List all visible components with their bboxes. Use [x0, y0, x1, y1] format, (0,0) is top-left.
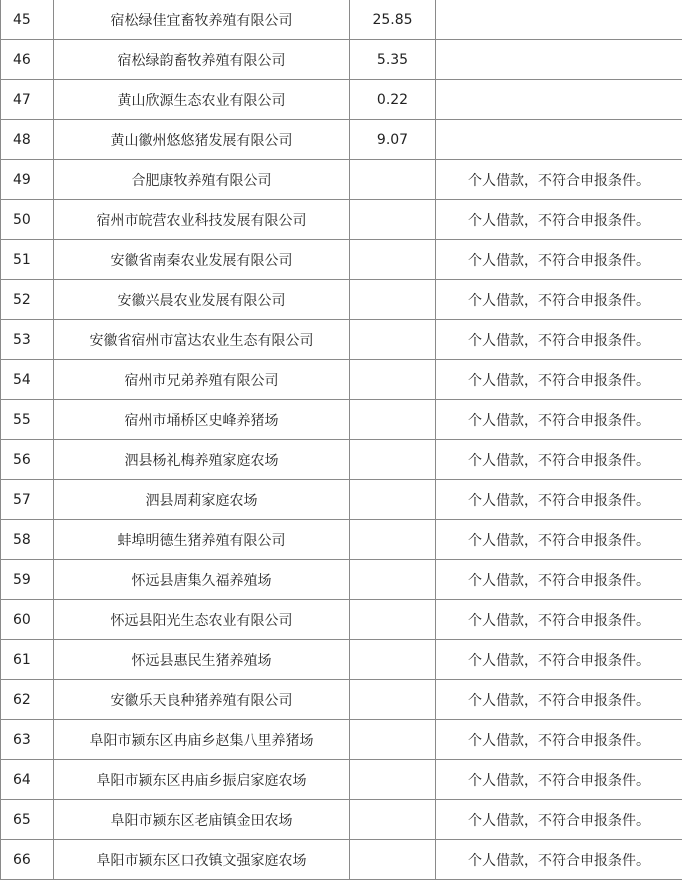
company-name-cell: 怀远县唐集久福养殖场: [54, 560, 350, 600]
table-row: [1, 440, 682, 480]
row-number-cell: 65: [1, 800, 54, 840]
row-number-cell: 51: [1, 240, 54, 280]
company-name-cell: 泗县周莉家庭农场: [54, 480, 350, 520]
company-name-cell: 宿州市兄弟养殖有限公司: [54, 360, 350, 400]
table-row: [1, 160, 682, 200]
amount-cell: 25.85: [350, 0, 436, 40]
row-number-cell: 57: [1, 480, 54, 520]
table-row: [1, 600, 682, 640]
remark-cell: 个人借款，不符合申报条件。: [436, 680, 682, 720]
remark-cell: 个人借款，不符合申报条件。: [436, 840, 682, 880]
company-name-cell: 合肥康牧养殖有限公司: [54, 160, 350, 200]
remark-cell: 个人借款，不符合申报条件。: [436, 760, 682, 800]
table-row: [1, 680, 682, 720]
company-name-cell: 宿州市皖营农业科技发展有限公司: [54, 200, 350, 240]
amount-cell: [350, 600, 436, 640]
table-row: [1, 560, 682, 600]
remark-cell: 个人借款，不符合申报条件。: [436, 320, 682, 360]
table-row: [1, 640, 682, 680]
remark-cell: 个人借款，不符合申报条件。: [436, 240, 682, 280]
table-row: [1, 120, 682, 160]
amount-cell: [350, 360, 436, 400]
row-number-cell: 64: [1, 760, 54, 800]
remark-cell: [436, 80, 682, 120]
amount-cell: [350, 320, 436, 360]
row-number-cell: 53: [1, 320, 54, 360]
row-number-cell: 46: [1, 40, 54, 80]
amount-cell: [350, 800, 436, 840]
row-number-cell: 61: [1, 640, 54, 680]
company-name-cell: 阜阳市颍东区口孜镇文强家庭农场: [54, 840, 350, 880]
remark-cell: 个人借款，不符合申报条件。: [436, 280, 682, 320]
amount-cell: [350, 440, 436, 480]
amount-cell: [350, 160, 436, 200]
amount-cell: [350, 560, 436, 600]
amount-cell: [350, 240, 436, 280]
row-number-cell: 60: [1, 600, 54, 640]
table-row: [1, 720, 682, 760]
company-name-cell: 怀远县惠民生猪养殖场: [54, 640, 350, 680]
remark-cell: [436, 40, 682, 80]
row-number-cell: 48: [1, 120, 54, 160]
table-row: [1, 0, 682, 40]
table-row: [1, 800, 682, 840]
remark-cell: 个人借款，不符合申报条件。: [436, 560, 682, 600]
remark-cell: 个人借款，不符合申报条件。: [436, 200, 682, 240]
row-number-cell: 54: [1, 360, 54, 400]
row-number-cell: 58: [1, 520, 54, 560]
amount-cell: [350, 280, 436, 320]
company-name-cell: 安徽省南秦农业发展有限公司: [54, 240, 350, 280]
amount-cell: [350, 480, 436, 520]
amount-cell: [350, 640, 436, 680]
company-name-cell: 怀远县阳光生态农业有限公司: [54, 600, 350, 640]
table-row: [1, 360, 682, 400]
table-row: [1, 520, 682, 560]
row-number-cell: 52: [1, 280, 54, 320]
row-number-cell: 55: [1, 400, 54, 440]
remark-cell: 个人借款，不符合申报条件。: [436, 360, 682, 400]
amount-cell: [350, 200, 436, 240]
company-name-cell: 安徽省宿州市富达农业生态有限公司: [54, 320, 350, 360]
row-number-cell: 45: [1, 0, 54, 40]
remark-cell: 个人借款，不符合申报条件。: [436, 400, 682, 440]
row-number-cell: 62: [1, 680, 54, 720]
remark-cell: 个人借款，不符合申报条件。: [436, 600, 682, 640]
company-name-cell: 安徽乐天良种猪养殖有限公司: [54, 680, 350, 720]
table-row: [1, 840, 682, 880]
remark-cell: 个人借款，不符合申报条件。: [436, 640, 682, 680]
company-name-cell: 安徽兴晨农业发展有限公司: [54, 280, 350, 320]
table-row: [1, 760, 682, 800]
remark-cell: 个人借款，不符合申报条件。: [436, 160, 682, 200]
table-row: [1, 40, 682, 80]
company-name-cell: 黄山徽州悠悠猪发展有限公司: [54, 120, 350, 160]
company-name-cell: 阜阳市颍东区老庙镇金田农场: [54, 800, 350, 840]
remark-cell: 个人借款，不符合申报条件。: [436, 440, 682, 480]
table-row: [1, 80, 682, 120]
amount-cell: [350, 720, 436, 760]
remark-cell: [436, 0, 682, 40]
amount-cell: [350, 840, 436, 880]
row-number-cell: 66: [1, 840, 54, 880]
amount-cell: [350, 680, 436, 720]
remark-cell: 个人借款，不符合申报条件。: [436, 720, 682, 760]
row-number-cell: 50: [1, 200, 54, 240]
row-number-cell: 49: [1, 160, 54, 200]
company-name-cell: 蚌埠明德生猪养殖有限公司: [54, 520, 350, 560]
table-row: [1, 320, 682, 360]
amount-cell: 9.07: [350, 120, 436, 160]
company-name-cell: 泗县杨礼梅养殖家庭农场: [54, 440, 350, 480]
amount-cell: [350, 400, 436, 440]
table-row: [1, 240, 682, 280]
amount-cell: 0.22: [350, 80, 436, 120]
company-name-cell: 阜阳市颍东区冉庙乡振启家庭农场: [54, 760, 350, 800]
row-number-cell: 47: [1, 80, 54, 120]
company-name-cell: 阜阳市颍东区冉庙乡赵集八里养猪场: [54, 720, 350, 760]
row-number-cell: 56: [1, 440, 54, 480]
remark-cell: 个人借款，不符合申报条件。: [436, 800, 682, 840]
table-row: [1, 480, 682, 520]
remark-cell: 个人借款，不符合申报条件。: [436, 520, 682, 560]
row-number-cell: 59: [1, 560, 54, 600]
table-row: [1, 200, 682, 240]
table-row: [1, 400, 682, 440]
remark-cell: [436, 120, 682, 160]
amount-cell: [350, 760, 436, 800]
company-name-cell: 黄山欣源生态农业有限公司: [54, 80, 350, 120]
row-number-cell: 63: [1, 720, 54, 760]
company-name-cell: 宿松绿佳宜畜牧养殖有限公司: [54, 0, 350, 40]
remark-cell: 个人借款，不符合申报条件。: [436, 480, 682, 520]
amount-cell: 5.35: [350, 40, 436, 80]
company-name-cell: 宿松绿韵畜牧养殖有限公司: [54, 40, 350, 80]
table-body: [1, 0, 682, 880]
company-name-cell: 宿州市埇桥区史峰养猪场: [54, 400, 350, 440]
amount-cell: [350, 520, 436, 560]
table-row: [1, 280, 682, 320]
